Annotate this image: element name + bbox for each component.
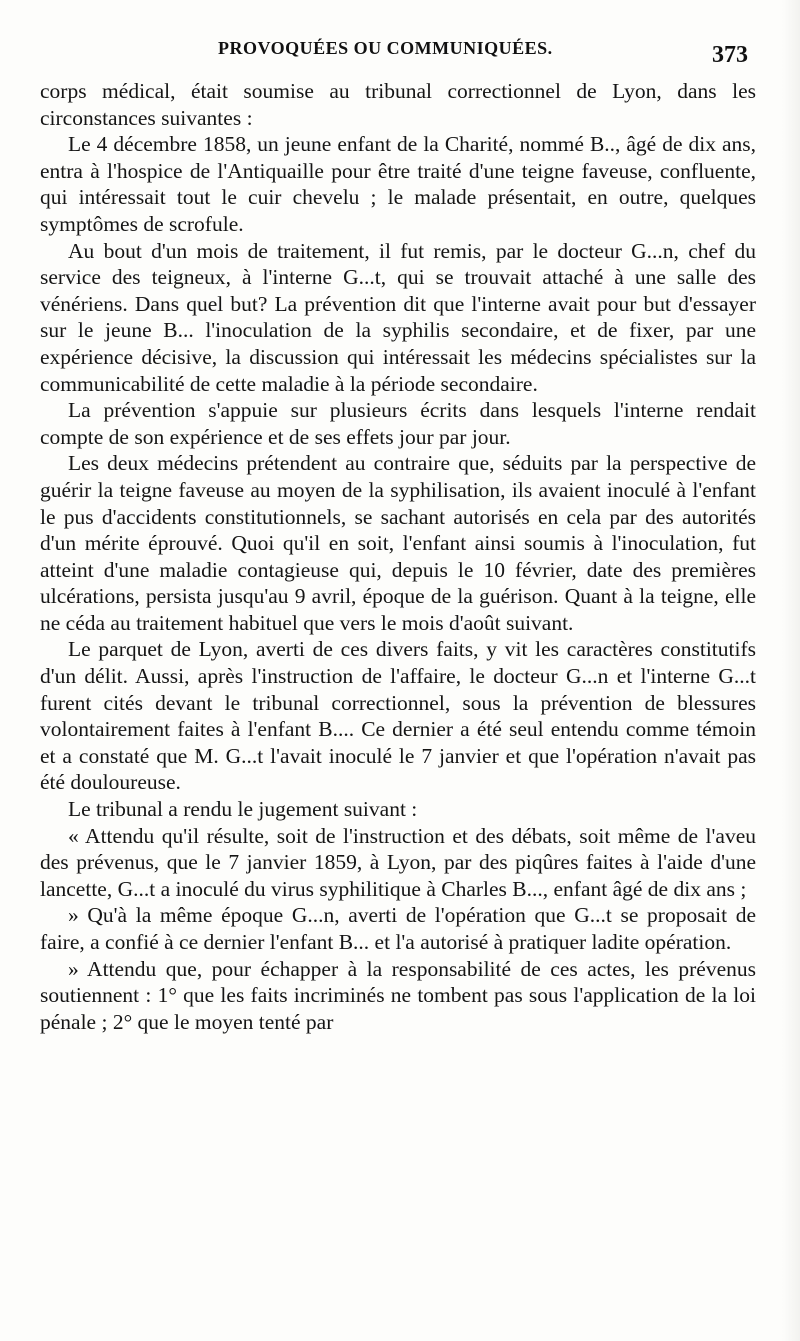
running-title: PROVOQUÉES OU COMMUNIQUÉES. bbox=[218, 38, 553, 58]
page-edge-shadow bbox=[782, 0, 800, 1341]
paragraph-8: « Attendu qu'il résulte, soit de l'instruction et des débats, soit même de l'aveu des prévenus, que le 7 janvier 1859, à Lyon, par des piqûres faites à l'aide d'une lancette, G...t a inoculé du virus syphilitique à Charles B..., enfant âgé de dix ans ; bbox=[40, 823, 756, 901]
paragraph-10: » Attendu que, pour échapper à la responsabilité de ces actes, les prévenus soutiennent : 1° que les faits incriminés ne tombent pas sous l'application de la loi pénale ; 2° que le moyen tenté par bbox=[40, 956, 756, 1034]
paragraph-7: Le tribunal a rendu le jugement suivant : bbox=[68, 797, 418, 822]
page-number: 373 bbox=[712, 42, 748, 68]
paragraph-4: La prévention s'appuie sur plusieurs écrits dans lesquels l'interne rendait compte de son expérience et de ses effets jour par jour. bbox=[40, 398, 756, 449]
paragraph-3: Au bout d'un mois de traitement, il fut remis, par le docteur G...n, chef du service des teigneux, à l'interne G...t, qui se trouvait attaché à une salle des vénériens. Dans quel but? La prévention dit que l'interne avait pour but d'essayer sur le jeune B... l'inoculation de la syphilis secondaire, et de fixer, par une expérience décisive, la discussion qui intéressait les médecins spécialistes sur la communicabilité de cette maladie à la période secondaire. bbox=[40, 238, 756, 396]
paragraph-5: Les deux médecins prétendent au contraire que, séduits par la perspective de guérir la teigne faveuse au moyen de la syphilisation, ils avaient inoculé à l'enfant le pus d'accidents constitutionnels, se sachant autorisés en cela par des autorités d'un mérite éprouvé. Quoi qu'il en soit, l'enfant ainsi soumis à l'inoculation, fut atteint d'une maladie contagieuse qui, depuis le 10 février, date des premières ulcérations, persista jusqu'au 9 avril, époque de la guérison. Quant à la teigne, elle ne céda au traitement habituel que vers le mois d'août suivant. bbox=[40, 451, 756, 635]
running-head bbox=[38, 36, 770, 70]
paragraph-9: » Qu'à la même époque G...n, averti de l'opération que G...t se proposait de faire, a confié à ce dernier l'enfant B... et l'a autorisé à pratiquer ladite opération. bbox=[40, 903, 756, 954]
body-text bbox=[40, 78, 756, 1035]
paragraph-6: Le parquet de Lyon, averti de ces divers faits, y vit les caractères constitutifs d'un délit. Aussi, après l'instruction de l'affaire, le docteur G...n et l'interne G...t furent cités devant le tribunal correctionnel, sous la prévention de blessures volontairement faites à l'enfant B.... Ce dernier a été seul entendu comme témoin et a constaté que M. G...t l'avait inoculé le 7 janvier et que l'opération n'avait pas été douloureuse. bbox=[40, 637, 756, 795]
paragraph-1: corps médical, était soumise au tribunal correctionnel de Lyon, dans les circonstances suivantes : bbox=[40, 79, 756, 130]
paragraph-2: Le 4 décembre 1858, un jeune enfant de la Charité, nommé B.., âgé de dix ans, entra à l'hospice de l'Antiquaille pour être traité d'une teigne faveuse, confluente, qui intéressait tout le cuir chevelu ; le malade présentait, en outre, quelques symptômes de scrofule. bbox=[40, 132, 756, 236]
